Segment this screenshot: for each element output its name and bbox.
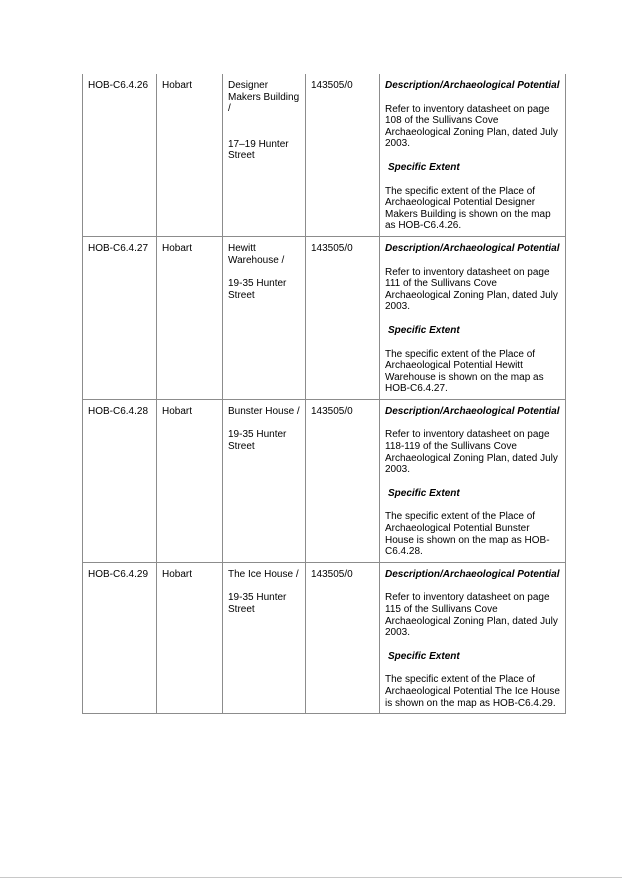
place-id-cell bbox=[83, 74, 157, 236]
title-reference: 143505/0 bbox=[311, 242, 353, 254]
location-cell bbox=[157, 562, 223, 713]
archaeological-places-table bbox=[82, 74, 566, 714]
description-heading: Description/Archaeological Potential bbox=[385, 568, 560, 580]
place-name: Designer Makers Building / bbox=[228, 80, 300, 115]
place-id: HOB-C6.4.29 bbox=[88, 568, 149, 580]
table-row bbox=[83, 562, 566, 713]
place-address: 19-35 Hunter Street bbox=[228, 592, 287, 615]
reference-cell bbox=[306, 74, 380, 236]
place-address: 19-35 Hunter Street bbox=[228, 429, 287, 453]
location-cell bbox=[157, 236, 223, 399]
place-address: 17–19 Hunter Street bbox=[228, 138, 289, 162]
place-name: Hewitt Warehouse / bbox=[228, 242, 285, 266]
table-row bbox=[83, 399, 566, 562]
description-heading: Description/Archaeological Potential bbox=[385, 242, 560, 254]
title-reference: 143505/0 bbox=[311, 405, 353, 417]
place-location: Hobart bbox=[162, 405, 193, 417]
extent-heading: Specific Extent bbox=[388, 487, 460, 499]
place-id-cell bbox=[83, 399, 157, 562]
place-id: HOB-C6.4.26 bbox=[88, 80, 149, 91]
place-id-cell bbox=[83, 562, 157, 713]
description-cell bbox=[380, 399, 566, 562]
place-id: HOB-C6.4.27 bbox=[88, 242, 149, 254]
place-address: 19-35 Hunter Street bbox=[228, 278, 287, 301]
description-cell bbox=[380, 74, 566, 236]
extent-text: The specific extent of the Place of Archaeological Potential Bunster House is shown on the map as HOB-C6.4.28. bbox=[385, 511, 550, 558]
description-text: Refer to inventory datasheet on page 108 of the Sullivans Cove Archaeological Zoning Plan, dated July 2003. bbox=[385, 103, 558, 150]
name-address-cell bbox=[223, 236, 306, 399]
table-row bbox=[83, 236, 566, 399]
title-reference: 143505/0 bbox=[311, 568, 353, 580]
description-text: Refer to inventory datasheet on page 118-119 of the Sullivans Cove Archaeological Zoning Plan, dated July 2003. bbox=[385, 429, 558, 476]
table-row bbox=[83, 74, 566, 236]
extent-heading: Specific Extent bbox=[388, 650, 460, 662]
extent-text: The specific extent of the Place of Archaeological Potential Designer Makers Building is shown on the map as HOB-C6.4.26. bbox=[385, 185, 551, 232]
name-address-cell bbox=[223, 399, 306, 562]
description-cell bbox=[380, 562, 566, 713]
description-text: Refer to inventory datasheet on page 111 of the Sullivans Cove Archaeological Zoning Plan, dated July 2003. bbox=[385, 266, 558, 313]
name-address-cell bbox=[223, 74, 306, 236]
extent-heading: Specific Extent bbox=[388, 161, 460, 173]
description-heading: Description/Archaeological Potential bbox=[385, 80, 560, 91]
extent-text: The specific extent of the Place of Archaeological Potential The Ice House is shown on the map as HOB-C6.4.29. bbox=[385, 674, 560, 709]
description-cell bbox=[380, 236, 566, 399]
reference-cell bbox=[306, 562, 380, 713]
place-id-cell bbox=[83, 236, 157, 399]
reference-cell bbox=[306, 399, 380, 562]
place-name: Bunster House / bbox=[228, 405, 300, 417]
place-location: Hobart bbox=[162, 242, 193, 254]
place-name: The Ice House / bbox=[228, 568, 299, 580]
extent-heading: Specific Extent bbox=[388, 324, 460, 336]
description-heading: Description/Archaeological Potential bbox=[385, 405, 560, 417]
location-cell bbox=[157, 399, 223, 562]
name-address-cell bbox=[223, 562, 306, 713]
description-text: Refer to inventory datasheet on page 115 of the Sullivans Cove Archaeological Zoning Plan, dated July 2003. bbox=[385, 592, 558, 639]
place-location: Hobart bbox=[162, 80, 193, 91]
title-reference: 143505/0 bbox=[311, 80, 353, 91]
reference-cell bbox=[306, 236, 380, 399]
extent-text: The specific extent of the Place of Archaeological Potential Hewitt Warehouse is shown on the map as HOB-C6.4.27. bbox=[385, 348, 544, 395]
place-location: Hobart bbox=[162, 568, 193, 580]
place-id: HOB-C6.4.28 bbox=[88, 405, 149, 417]
location-cell bbox=[157, 74, 223, 236]
page-bottom-rule bbox=[0, 877, 622, 878]
